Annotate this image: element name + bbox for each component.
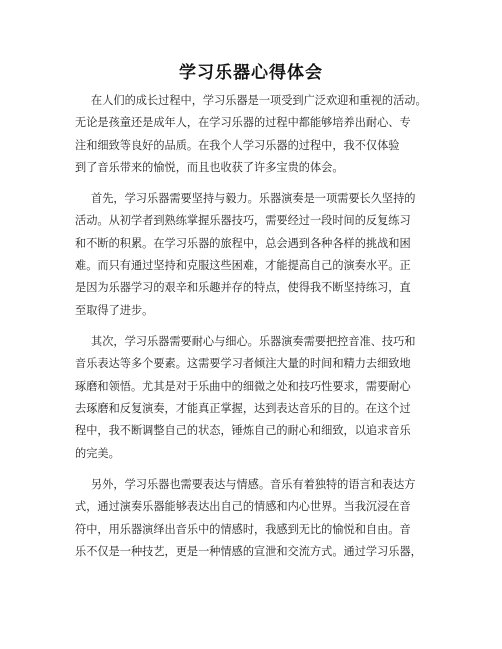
paragraph-3-line-6: 的完美。 [75,447,120,460]
paragraph-1-line-1: 在人们的成长过程中，学习乐器是一项受到广泛欢迎和重视的活动。 [91,94,427,107]
paragraph-2-line-1: 首先，学习乐器需要坚持与毅力。乐器演奏是一项需要长久坚持的 [91,192,416,205]
paragraph-1-line-4: 到了音乐带来的愉悦，而且也收获了许多宝贵的体会。 [75,161,344,174]
paragraph-3-line-3: 琢磨和领悟。尤其是对于乐曲中的细微之处和技巧性要求，需要耐心 [75,380,411,393]
paragraph-1-line-3: 注和细致等良好的品质。在我个人学习乐器的过程中，我不仅体验 [75,139,400,152]
paragraph-3-line-4: 去琢磨和反复演奏，才能真正掌握，达到表达音乐的目的。在这个过 [75,402,411,415]
paragraph-3-line-2: 音乐表达等多个要素。这需要学习者倾注大量的时间和精力去细致地 [75,357,411,370]
paragraph-4-line-4: 乐不仅是一种技艺，更是一种情感的宣泄和交流方式。通过学习乐器， [75,545,422,558]
paragraph-3-line-1: 其次，学习乐器需要耐心与细心。乐器演奏需要把控音准、技巧和 [91,335,416,348]
paragraph-2-line-4: 难。而只有通过坚持和克服这些困难，才能提高自己的演奏水平。正 [75,259,411,272]
paragraph-4-line-3: 符中，用乐器演绎出音乐中的情感时，我感到无比的愉悦和自由。音 [75,523,411,536]
document-title: 学习乐器心得体会 [179,63,323,83]
paragraph-1-line-2: 无论是孩童还是成年人，在学习乐器的过程中都能够培养出耐心、专 [75,116,411,129]
paragraph-2-line-5: 是因为乐器学习的艰辛和乐趣并存的特点，使得我不断坚持练习，直 [75,281,411,294]
paragraph-2-line-6: 至取得了进步。 [75,304,154,317]
paragraph-2-line-3: 和不断的积累。在学习乐器的旅程中，总会遇到各种各样的挑战和困 [75,237,411,250]
paragraph-4-line-1: 另外，学习乐器也需要表达与情感。音乐有着独特的语言和表达方 [91,478,416,491]
paragraph-3-line-5: 程中，我不断调整自己的状态，锤炼自己的耐心和细致，以追求音乐 [75,424,411,437]
paragraph-2-line-2: 活动。从初学者到熟练掌握乐器技巧，需要经过一段时间的反复练习 [75,214,411,227]
paragraph-4-line-2: 式，通过演奏乐器能够表达出自己的情感和内心世界。当我沉浸在音 [75,500,411,513]
